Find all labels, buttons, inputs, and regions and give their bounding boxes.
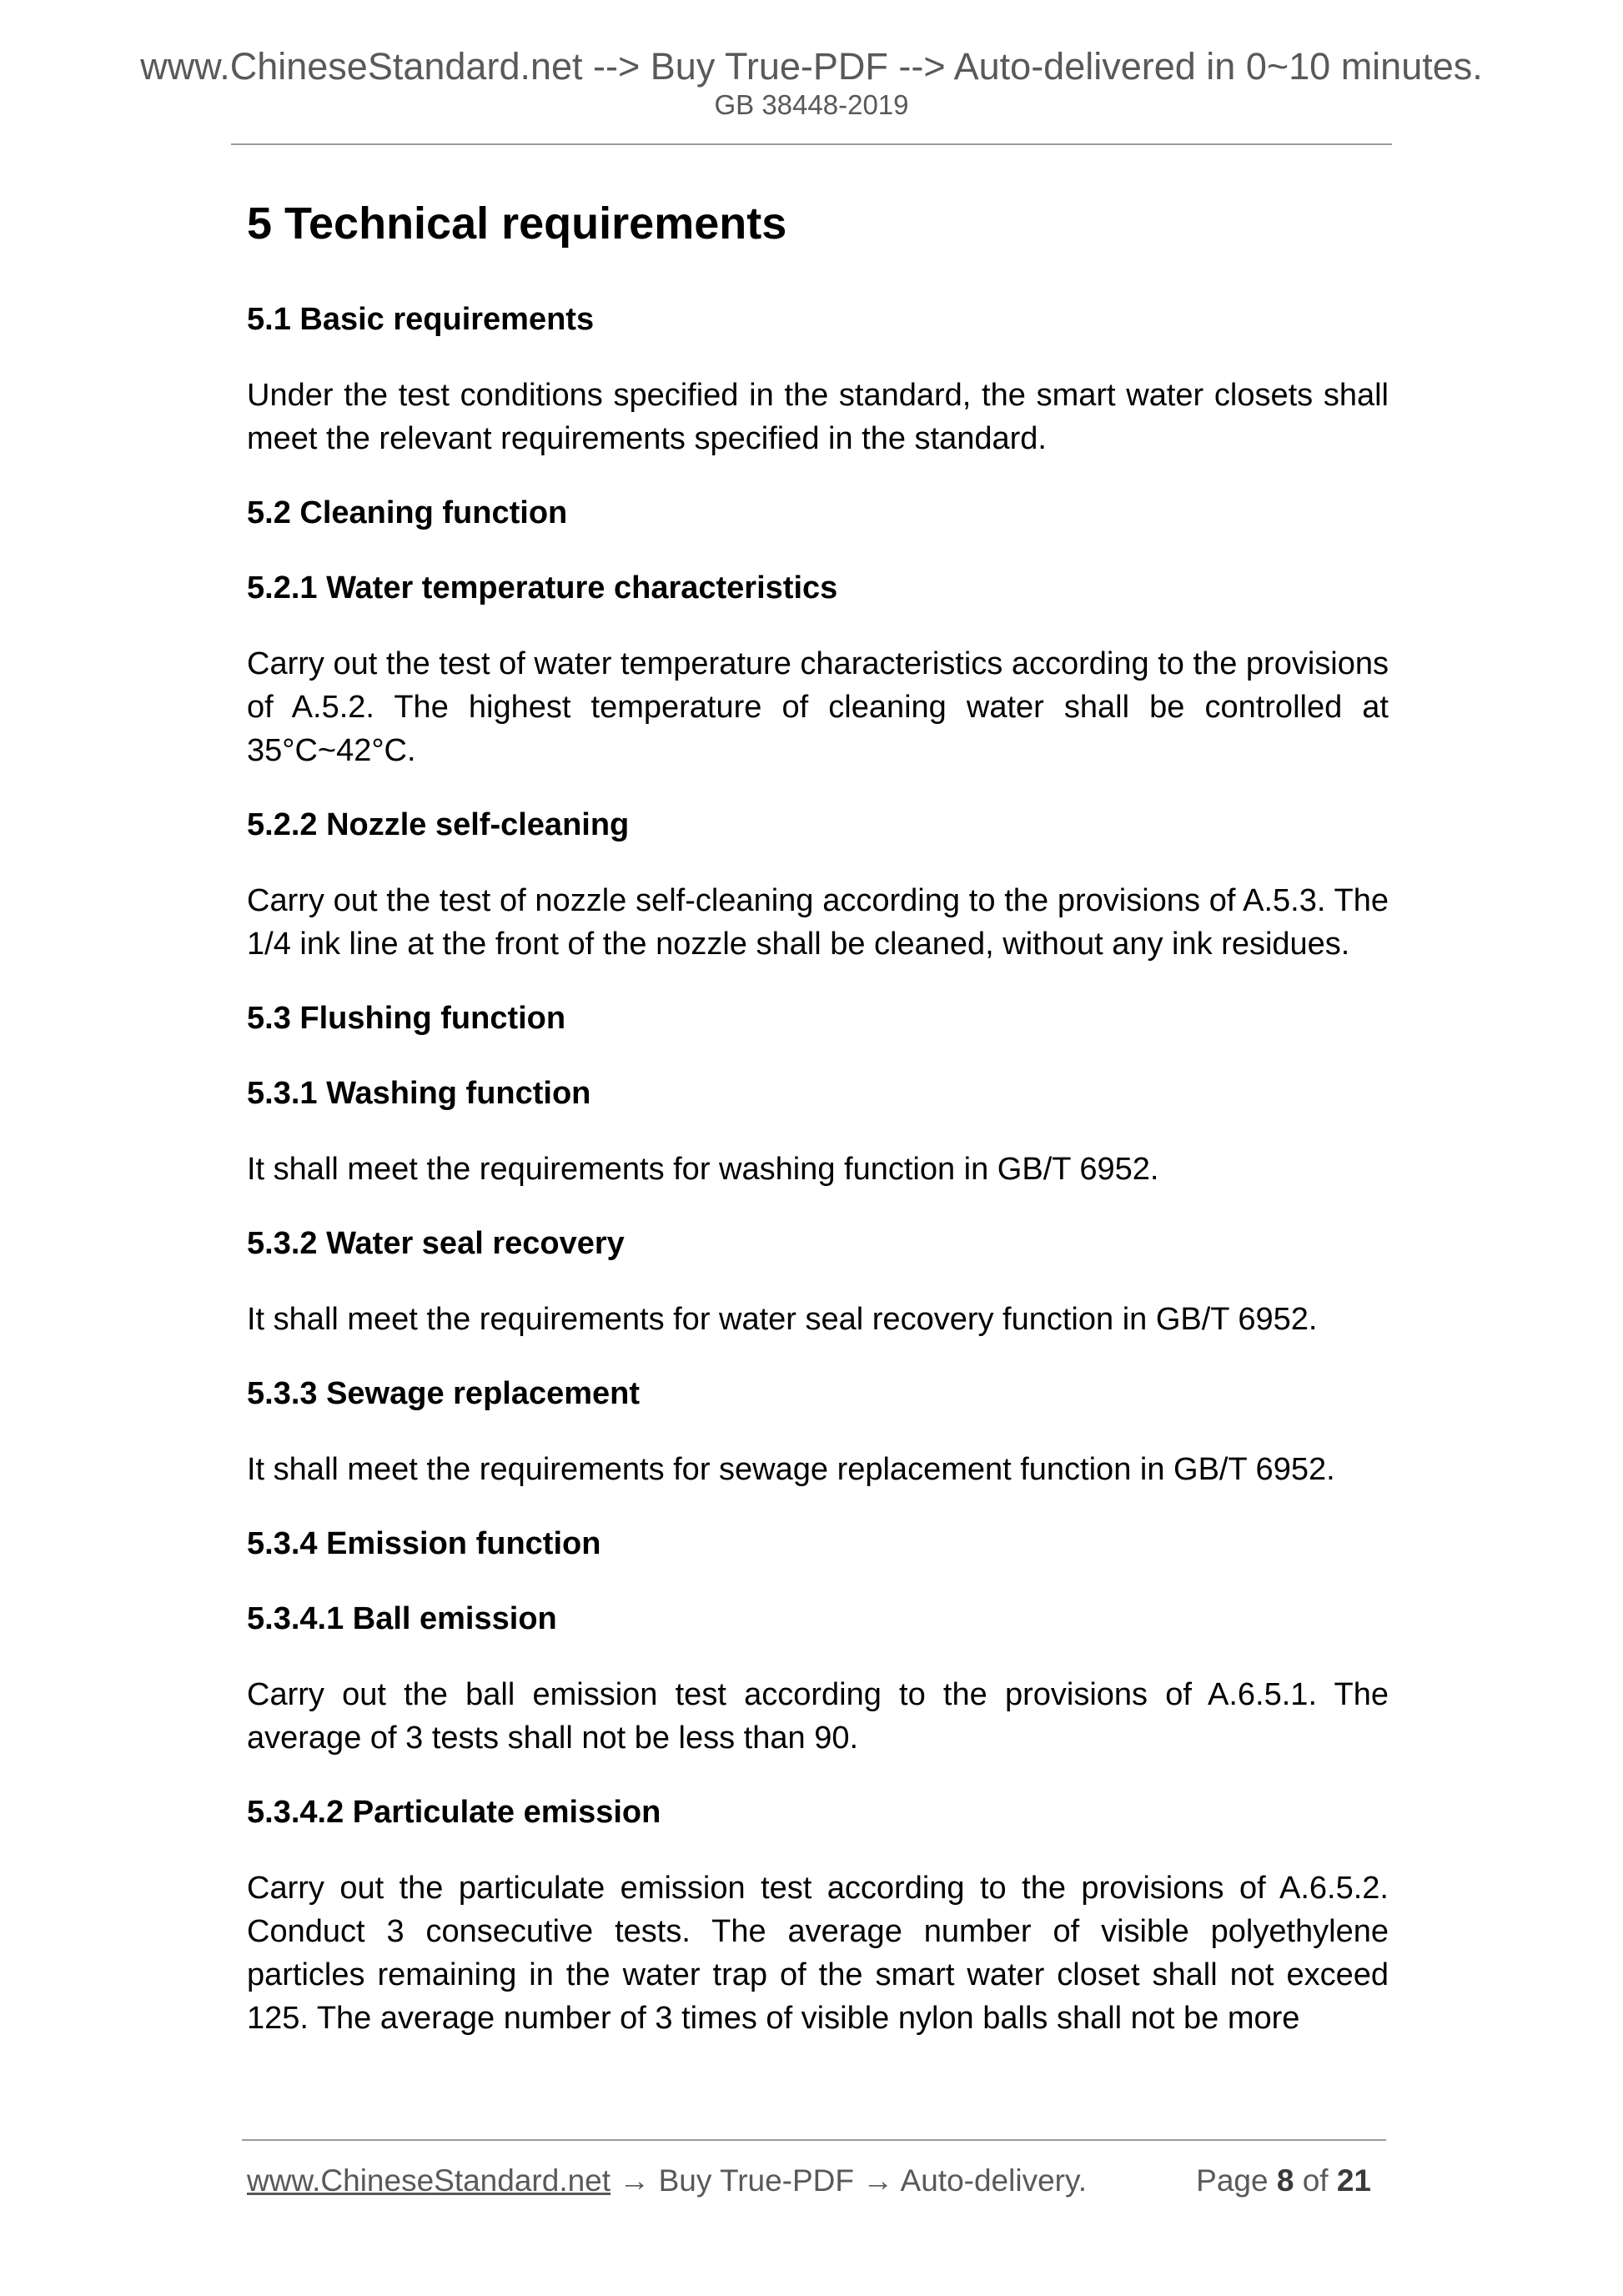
- arrow-right-icon: →: [619, 2163, 651, 2198]
- standard-code: GB 38448-2019: [714, 89, 909, 120]
- clause-heading: 5.3.4.1 Ball emission: [247, 1601, 557, 1636]
- clause-paragraph: Carry out the ball emission test according to the provisions of A.6.5.1. The average of 3 tests shall not be less than 90.: [247, 1677, 1389, 1756]
- clause-heading: 5.2.1 Water temperature characteristics: [247, 570, 838, 605]
- clause-heading: 5.3.2 Water seal recovery: [247, 1226, 625, 1261]
- header-banner: www.ChineseStandard.net --> Buy True-PDF --> Auto-delivered in 0~10 minutes.: [140, 45, 1483, 88]
- clause-paragraph: It shall meet the requirements for washing function in GB/T 6952.: [247, 1152, 1159, 1187]
- clause-paragraph: Carry out the test of nozzle self-cleaning according to the provisions of A.5.3. The 1/4 ink line at the front of the nozzle shall be cleaned, without any ink residues.: [247, 883, 1389, 962]
- clause-heading: 5.3.4.2 Particulate emission: [247, 1795, 661, 1830]
- clause-heading: 5.3.3 Sewage replacement: [247, 1376, 641, 1411]
- document-body: [247, 175, 1389, 2040]
- clause-paragraph: It shall meet the requirements for water seal recovery function in GB/T 6952.: [247, 1302, 1318, 1337]
- page-label: Page: [1196, 2163, 1269, 2198]
- clause-paragraph: Under the test conditions specified in the standard, the smart water closets shall meet the relevant requirements specified in the standard.: [247, 378, 1389, 456]
- footer-links: [247, 2160, 1087, 2202]
- clause-heading: 5.3 Flushing function: [247, 1001, 566, 1036]
- of-label: of: [1302, 2163, 1329, 2198]
- section-title: 5 Technical requirements: [247, 198, 787, 249]
- site-link[interactable]: www.ChineseStandard.net: [247, 2163, 611, 2198]
- clause-paragraph: It shall meet the requirements for sewage replacement function in GB/T 6952.: [247, 1452, 1335, 1487]
- page-indicator: [1196, 2160, 1371, 2202]
- page-footer: [247, 2160, 1381, 2202]
- clause-heading: 5.1 Basic requirements: [247, 302, 595, 337]
- buy-true-pdf-text: Buy True-PDF: [658, 2163, 855, 2198]
- clause-paragraph: Carry out the test of water temperature characteristics according to the provisions of A.5.2. The highest temperature of cleaning water shall be controlled at 35°C~42°C.: [247, 646, 1389, 768]
- auto-delivery-text: Auto-delivery.: [900, 2163, 1088, 2198]
- arrow-right-icon: →: [862, 2163, 894, 2198]
- current-page-number: 8: [1276, 2163, 1294, 2198]
- clause-heading: 5.2.2 Nozzle self-cleaning: [247, 807, 630, 842]
- clause-paragraph: Carry out the particulate emission test according to the provisions of A.6.5.2. Conduct 3 consecutive tests. The average number of visible polyethylene particles remaining in the water trap of the smart water closet shall not exceed 125. The average number of 3 times of visible nylon balls shall not be more: [247, 1871, 1389, 2036]
- clause-heading: 5.3.1 Washing function: [247, 1076, 591, 1111]
- clause-heading: 5.2 Cleaning function: [247, 495, 568, 530]
- clause-heading: 5.3.4 Emission function: [247, 1526, 601, 1561]
- header-divider: [231, 143, 1392, 145]
- footer-divider: [242, 2139, 1386, 2141]
- total-pages-number: 21: [1336, 2163, 1371, 2198]
